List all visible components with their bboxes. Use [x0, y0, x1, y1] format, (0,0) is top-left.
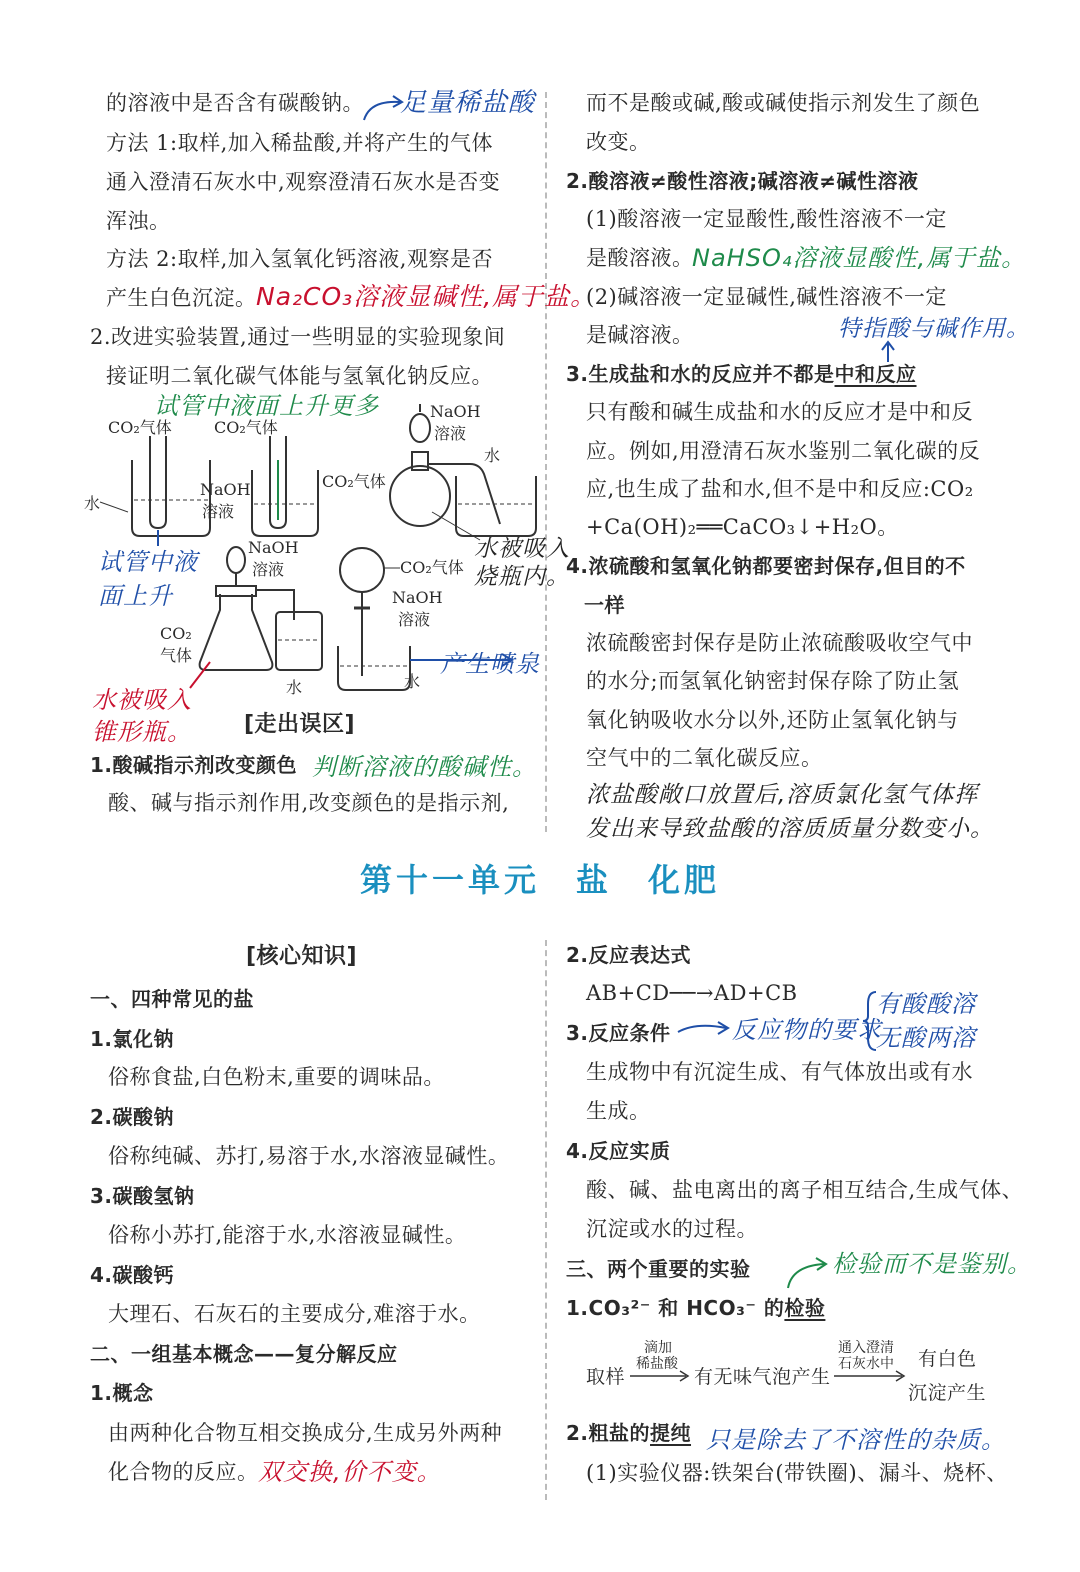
annotation-hcl-volatile: 浓盐酸敞口放置后,溶质氯化氢气体挥	[586, 782, 979, 808]
label-co2-gas: CO₂气体	[214, 418, 278, 437]
flow-sample: 取样	[586, 1366, 626, 1388]
label-naoh: NaOH	[392, 588, 443, 607]
label-water: 水	[484, 446, 501, 465]
flow-reagent: 通入澄清	[838, 1340, 894, 1356]
item-heading: 1.概念	[90, 1381, 154, 1405]
text-line: 方法 1:取样,加入稀盐酸,并将产生的气体	[106, 131, 493, 155]
column-divider-bottom	[545, 940, 547, 1500]
annotation-fountain: 产生喷泉	[440, 650, 540, 678]
item-heading: 4.反应实质	[566, 1139, 671, 1163]
text-line: 接证明二氧化碳气体能与氢氧化钠反应。	[106, 364, 493, 388]
item-heading: 1.酸碱指示剂改变颜色	[90, 753, 298, 777]
label-solution: 溶液	[252, 560, 285, 579]
annotation-arrow-icon	[676, 1018, 732, 1038]
item-heading: 2.反应表达式	[566, 943, 692, 967]
reaction-expression: AB+CD──→AD+CB	[586, 981, 798, 1005]
flow-arrow-icon	[628, 1370, 692, 1382]
label-water: 水	[404, 672, 421, 691]
unit-title: 第十一单元 盐 化肥	[359, 861, 720, 899]
section-heading: 二、一组基本概念——复分解反应	[90, 1342, 398, 1366]
text-line: 空气中的二氧化碳反应。	[586, 746, 823, 770]
heading-part: 1.CO₃²⁻ 和 HCO₃⁻ 的	[566, 1296, 785, 1320]
annotation-na2co3: Na₂CO₃溶液显碱性,属于盐。	[256, 282, 597, 311]
flow-bubble: 有无味气泡产生	[694, 1366, 831, 1388]
label-naoh: NaOH	[200, 480, 251, 499]
item-heading: 2.碳酸钠	[90, 1105, 175, 1129]
annotation-nahso4: NaHSO₄溶液显酸性,属于盐。	[692, 244, 1027, 272]
annotation-hcl: 足量稀盐酸	[400, 88, 536, 118]
text-line: 浓硫酸密封保存是防止浓硫酸吸收空气中	[586, 631, 973, 655]
annotation-tube-rise: 试管中液	[98, 548, 198, 576]
item-heading	[566, 359, 917, 389]
text-line: 生成。	[586, 1099, 651, 1123]
annotation-swap: 双交换,价不变。	[258, 1458, 442, 1486]
text-line: (1)实验仪器:铁架台(带铁圈)、漏斗、烧杯、	[586, 1461, 1008, 1485]
text-line: 产生白色沉淀。	[106, 286, 257, 310]
label-water: 水	[84, 494, 101, 513]
section-heading: 三、两个重要的实验	[566, 1257, 751, 1281]
text-line: 沉淀或水的过程。	[586, 1217, 758, 1241]
item-heading	[566, 1293, 825, 1323]
label-water: 水	[286, 678, 303, 697]
text-line: 而不是酸或碱,酸或碱使指示剂发生了颜色	[586, 91, 981, 115]
flow-reagent: 滴加	[644, 1340, 672, 1356]
annotation-cone-flask: 水被吸入	[92, 686, 192, 714]
text-line: 应,也生成了盐和水,但不是中和反应:CO₂	[586, 477, 974, 501]
text-line: 酸、碱与指示剂作用,改变颜色的是指示剂,	[108, 791, 510, 815]
label-co2-gas: CO₂气体	[108, 418, 172, 437]
text-line: 俗称纯碱、苏打,易溶于水,水溶液显碱性。	[108, 1144, 510, 1168]
heading-underlined: 检验	[784, 1296, 826, 1320]
item-heading: 4.浓硫酸和氢氧化钠都要密封保存,但目的不	[566, 554, 966, 578]
item-heading: 1.氯化钠	[90, 1027, 175, 1051]
annotation-hcl-volatile: 发出来导致盐酸的溶质质量分数变小。	[586, 816, 994, 842]
annotation-requirement: 反应物的要求	[732, 1016, 882, 1044]
annotation-tube-rise: 面上升	[98, 582, 173, 610]
text-line: 化合物的反应。	[108, 1460, 259, 1484]
item-heading: 一样	[584, 593, 625, 617]
text-line: 的溶液中是否含有碳酸钠。	[106, 91, 364, 115]
heading-underlined: 中和反应	[834, 362, 917, 386]
flow-arrow-icon	[832, 1370, 908, 1382]
text-line: 俗称食盐,白色粉末,重要的调味品。	[108, 1065, 445, 1089]
label-solution: 溶液	[202, 502, 235, 521]
item-heading: 3.碳酸氢钠	[90, 1184, 195, 1208]
annotation-cone-flask: 锥形瓶。	[92, 718, 192, 746]
label-co2: CO₂	[160, 624, 192, 643]
flow-white-precipitate: 有白色	[918, 1348, 977, 1370]
label-solution: 溶液	[434, 424, 467, 443]
flow-reagent: 稀盐酸	[636, 1356, 678, 1372]
label-naoh: NaOH	[248, 538, 299, 557]
label-co2-gas: CO₂气体	[400, 558, 464, 577]
text-line: 2.改进实验装置,通过一些明显的实验现象间	[90, 325, 506, 349]
annotation-special: 特指酸与碱作用。	[838, 316, 1030, 342]
annotation-water-flask: 水被吸入	[474, 536, 570, 562]
label-gas: 气体	[160, 646, 193, 665]
text-line: 由两种化合物互相交换成分,生成另外两种	[108, 1421, 503, 1445]
annotation-test: 检验而不是鉴别。	[832, 1250, 1032, 1278]
text-line: 只有酸和碱生成盐和水的反应才是中和反	[586, 400, 973, 424]
text-line: 生成物中有沉淀生成、有气体放出或有水	[586, 1060, 973, 1084]
text-line: (2)碱溶液一定显碱性,碱性溶液不一定	[586, 285, 947, 309]
text-line: 方法 2:取样,加入氢氧化钙溶液,观察是否	[106, 247, 493, 271]
flow-reagent: 石灰水中	[838, 1356, 894, 1372]
annotation-rise-more: 试管中液面上升更多	[154, 392, 379, 420]
text-line: 大理石、石灰石的主要成分,难溶于水。	[108, 1302, 481, 1326]
item-heading: 2.酸溶液≠酸性溶液;碱溶液≠碱性溶液	[566, 169, 919, 193]
annotation-judge: 判断溶液的酸碱性。	[312, 753, 537, 781]
text-line: 酸、碱、盐电离出的离子相互结合,生成气体、	[586, 1178, 1024, 1202]
equation: +Ca(OH)₂══CaCO₃↓+H₂O。	[586, 515, 899, 539]
annotation-no-acid: 无酸两溶	[876, 1024, 976, 1052]
text-line: 俗称小苏打,能溶于水,水溶液显碱性。	[108, 1223, 467, 1247]
text-line: 是酸溶液。	[586, 246, 694, 270]
text-line: 是碱溶液。	[586, 323, 694, 347]
text-line: 浑浊。	[106, 209, 171, 233]
flow-white-precipitate: 沉淀产生	[908, 1382, 987, 1404]
annotation-arrow-icon	[784, 1256, 830, 1290]
text-line: 氧化钠吸收水分以外,还防止氢氧化钠与	[586, 708, 959, 732]
section-title: [核心知识]	[246, 944, 358, 969]
text-line: 改变。	[586, 130, 651, 154]
label-co2-gas: CO₂气体	[322, 472, 386, 491]
section-heading: 一、四种常见的盐	[90, 987, 254, 1011]
label-naoh: NaOH	[430, 402, 481, 421]
annotation-with-acid: 有酸酸溶	[876, 990, 976, 1018]
section-title: [走出误区]	[244, 712, 356, 737]
annotation-arrow-icon	[360, 92, 405, 122]
annotation-insoluble: 只是除去了不溶性的杂质。	[706, 1426, 1006, 1454]
annotation-water-flask: 烧瓶内。	[474, 564, 570, 590]
label-solution: 溶液	[398, 610, 431, 629]
heading-part: 3.生成盐和水的反应并不都是	[566, 362, 835, 386]
text-line: (1)酸溶液一定显酸性,酸性溶液不一定	[586, 207, 947, 231]
text-line: 通入澄清石灰水中,观察澄清石灰水是否变	[106, 170, 501, 194]
item-heading: 3.反应条件	[566, 1021, 671, 1045]
heading-underlined: 提纯	[650, 1421, 692, 1445]
item-heading	[566, 1418, 691, 1448]
text-line: 的水分;而氢氧化钠密封保存除了防止氢	[586, 669, 960, 693]
heading-part: 2.粗盐的	[566, 1421, 651, 1445]
item-heading: 4.碳酸钙	[90, 1263, 175, 1287]
text-line: 应。例如,用澄清石灰水鉴别二氧化碳的反	[586, 439, 981, 463]
